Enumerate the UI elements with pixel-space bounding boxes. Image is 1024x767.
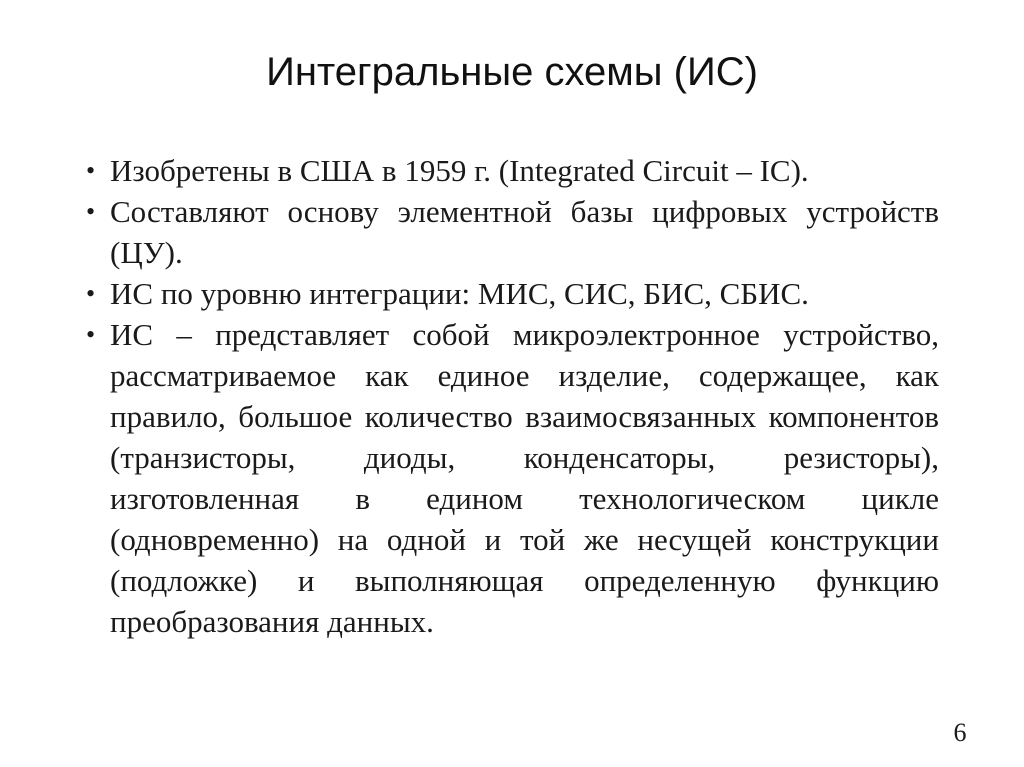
bullet-item: [84, 314, 939, 642]
bullet-text: Изобретены в США в 1959 г. (Integrated Circuit – IC).: [110, 153, 809, 188]
bullet-text: ИС по уровню интеграции: МИС, СИС, БИС, СБИС.: [110, 276, 809, 311]
bullet-item: [84, 273, 939, 314]
bullet-icon: •: [86, 279, 96, 308]
bullet-list: [84, 150, 939, 642]
bullet-item: [84, 150, 939, 191]
bullet-item: [84, 191, 939, 273]
bullet-icon: •: [86, 320, 96, 349]
bullet-text: Составляют основу элементной базы цифровых устройств (ЦУ).: [110, 194, 939, 270]
slide-title: Интегральные схемы (ИС): [266, 50, 758, 94]
bullet-icon: •: [86, 156, 96, 185]
bullet-text: ИС – представляет собой микроэлектронное устройство, рассматриваемое как единое изделие, содержащее, как правило, большое количество взаимосвязанных компонентов (транзисторы, диоды, конденсаторы, резисторы), изготовленная в едином технологическом цикле (одновременно) на одной и той же несущей конструкции (подложке) и выполняющая определенную функцию преобразования данных.: [110, 317, 939, 639]
bullet-icon: •: [86, 197, 96, 226]
page-number: 6: [953, 718, 967, 747]
